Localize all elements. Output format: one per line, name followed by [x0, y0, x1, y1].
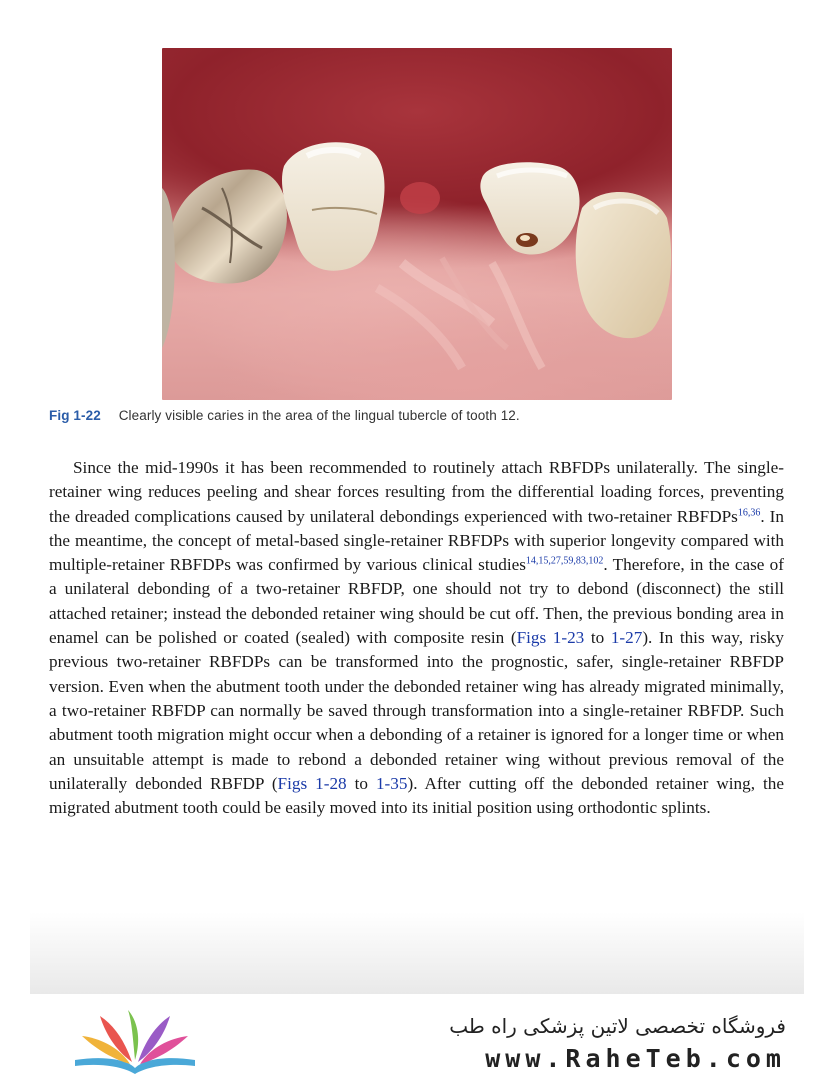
figure-link[interactable]: Figs 1-23	[516, 628, 585, 648]
figure-link[interactable]: 1-35	[375, 773, 408, 793]
metal-crown-edge	[162, 188, 175, 348]
open-book-logo-icon	[70, 1008, 200, 1074]
citation-ref[interactable]: 14,15,27,59,83,102	[525, 555, 604, 567]
clinical-photo	[162, 48, 672, 400]
figure-caption	[49, 408, 789, 423]
figure-link[interactable]: Figs 1-28	[277, 773, 347, 793]
paragraph-segment: to	[584, 628, 611, 648]
palate-ridge	[492, 263, 542, 368]
figure-label: Fig 1-22	[49, 408, 101, 423]
paragraph-segment: . In the meantime, the concept of metal-based single-retainer RBFDPs with superior longevity compared with multiple-retainer RBFDPs was confirmed by various clinical studies	[49, 506, 784, 575]
paragraph-segment: ). After cutting off the debonded retainer wing, the migrated abutment tooth could be easily moved into its initial position using orthodontic splints.	[49, 773, 784, 818]
paragraph-segment: ). In this way, risky previous two-retainer RBFDPs can be transformed into the prognostic, safer, single-retainer RBFDP version. Even when the abutment tooth under the debonded retainer wing has already migrated minimally, a two-retainer RBFDP can normally be saved through transformation into a single-retainer RBFDP. Such abutment tooth migration might occur when a debonding of a retainer is ignored for a longer time or when an unsuitable attempt is made to rebond a debonded retainer wing without previous removal of the unilaterally debonded RBFDP (	[49, 628, 784, 793]
paragraph-segment: to	[346, 773, 376, 793]
tooth-11	[282, 142, 385, 270]
paragraph-segment: . Therefore, in the case of a unilateral debonding of a two-retainer RBFDP, one should not try to debond (disconnect) the still attached retainer; instead the debonded retainer wing should be cut off. Then, the previous bonding area in enamel can be polished or coated (sealed) with composite resin (	[49, 555, 784, 648]
dental-photo-illustration	[162, 48, 672, 400]
body-paragraph	[49, 456, 784, 820]
shop-url[interactable]: www.RaheTeb.com	[485, 1044, 786, 1073]
shop-name: فروشگاه تخصصی لاتین پزشکی راه طب	[449, 1014, 786, 1038]
page-bottom-fade	[30, 912, 804, 994]
paragraph-segment: Since the mid-1990s it has been recommended to routinely attach RBFDPs unilaterally. The single-retainer wing reduces peeling and shear forces resulting from the differential loading forces, preventing the dreaded complications caused by unilateral debondings experienced with two-retainer RBFDPs	[49, 458, 784, 526]
citation-ref[interactable]: 16,36	[737, 506, 761, 518]
figure-caption-text: Clearly visible caries in the area of the lingual tubercle of tooth 12.	[118, 408, 520, 423]
figure-link[interactable]: 1-27	[610, 628, 643, 648]
gingival-lesion	[400, 182, 440, 214]
